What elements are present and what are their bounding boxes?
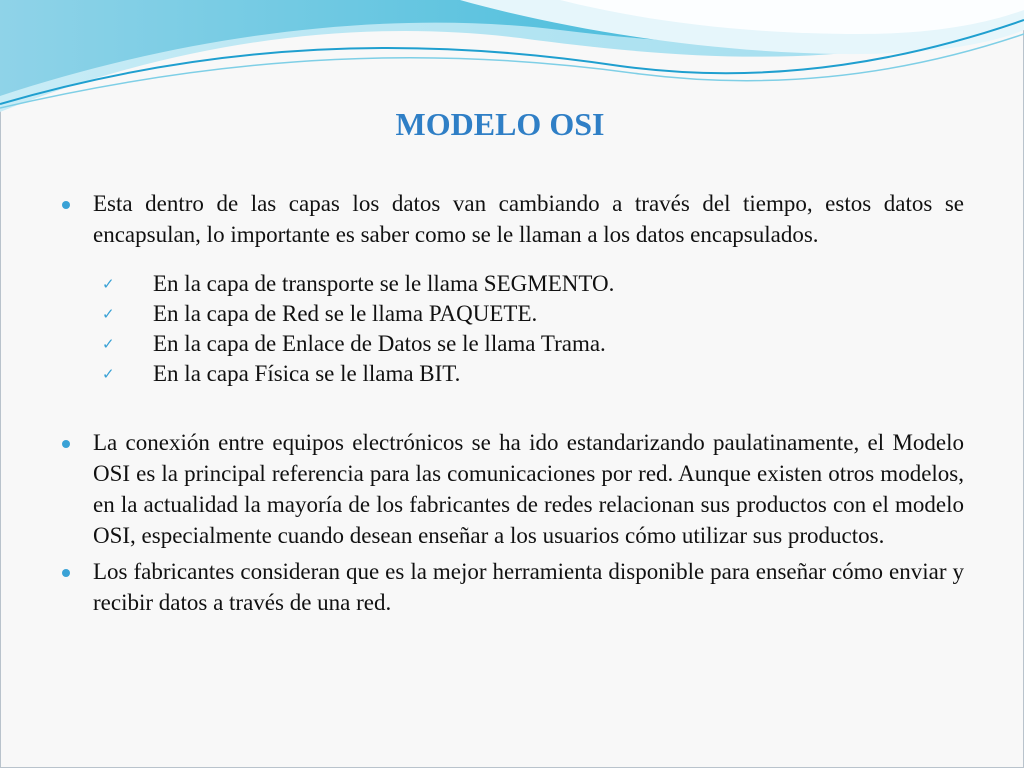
bullet-paragraph: [60, 427, 964, 551]
bullet-paragraph: [60, 556, 964, 618]
check-item-text: En la capa Física se le llama BIT.: [153, 361, 461, 386]
check-list-item: [60, 299, 964, 329]
bullet-dot-icon: [62, 440, 70, 448]
checkmark-icon: ✓: [102, 335, 115, 353]
check-list-item: [60, 359, 964, 389]
paragraph-text: La conexión entre equipos electrónicos se ha ido estandarizando paulatinamente, el Modelo OSI es la principal referencia para las comunicaciones por red. Aunque existen otros modelos, en la actualidad la mayoría de los fabricantes de redes relacionan sus productos con el modelo OSI, especialmente cuando desean enseñar a los usuarios cómo utilizar sus productos.: [93, 430, 964, 548]
paragraph-text: Esta dentro de las capas los datos van cambiando a través del tiempo, estos datos se encapsulan, lo importante es saber como se le llaman a los datos encapsulados.: [93, 191, 964, 247]
check-item-text: En la capa de transporte se le llama SEGMENTO.: [153, 271, 615, 296]
checkmark-icon: ✓: [102, 305, 115, 323]
checkmark-icon: ✓: [102, 365, 115, 383]
checkmark-icon: ✓: [102, 275, 115, 293]
check-list-item: [60, 269, 964, 299]
paragraph-text: Los fabricantes consideran que es la mejor herramienta disponible para enseñar cómo enviar y recibir datos a través de una red.: [93, 559, 964, 615]
check-item-text: En la capa de Red se le llama PAQUETE.: [153, 301, 538, 326]
check-list: [60, 269, 964, 389]
bullet-dot-icon: [62, 201, 70, 209]
check-item-text: En la capa de Enlace de Datos se le llama Trama.: [153, 331, 606, 356]
slide-body: [60, 188, 964, 618]
slide-title: MODELO OSI: [395, 106, 605, 142]
bullet-dot-icon: [62, 569, 70, 577]
bullet-paragraph: [60, 188, 964, 250]
check-list-item: [60, 329, 964, 359]
header-wave-decoration: [0, 0, 1024, 120]
